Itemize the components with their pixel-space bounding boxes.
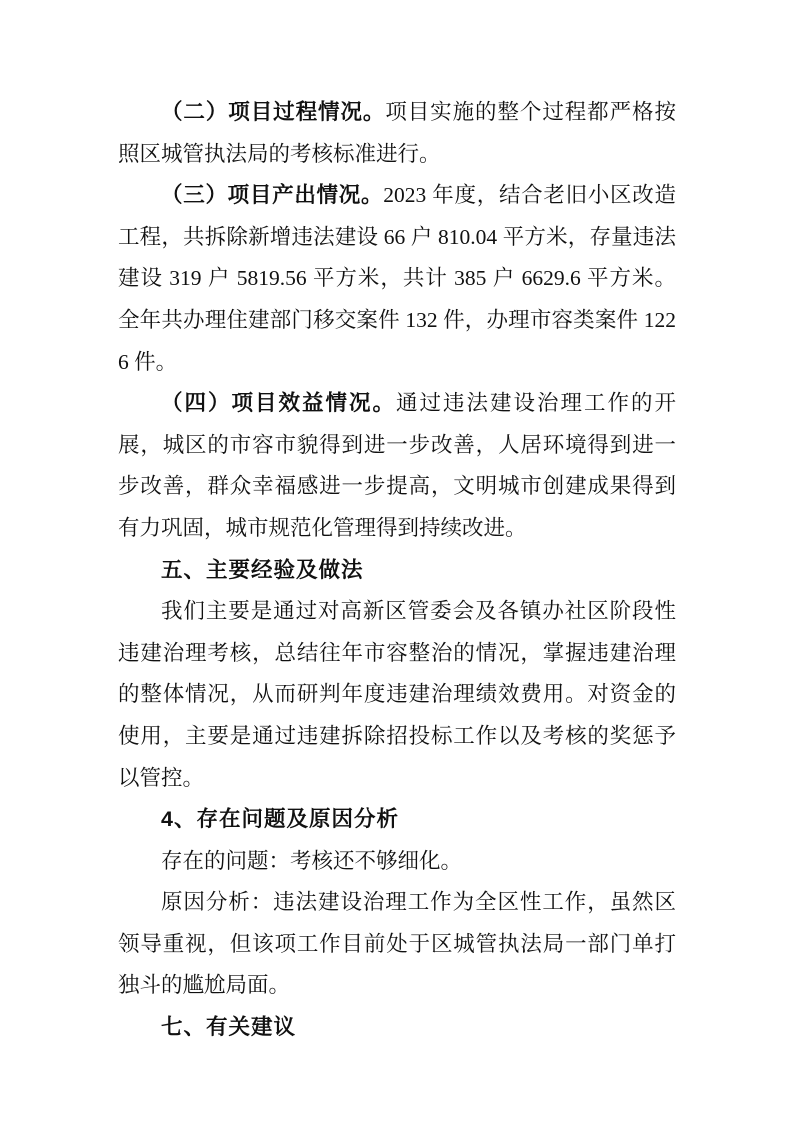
paragraph-project-output xyxy=(118,175,676,383)
paragraph-text: 通过违法建设治理工作的开展，城区的市容市貌得到进一步改善，人居环境得到进一步改善，群众幸福感进一步提高，文明城市创建成果得到有力巩固，城市规范化管理得到持续改进。 xyxy=(118,391,676,540)
paragraph-cause-analysis xyxy=(118,882,676,1007)
paragraph-text: 项目实施的整个过程都严格按照区城管执法局的考核标准进行。 xyxy=(118,100,676,166)
paragraph-text: 原因分析：违法建设治理工作为全区性工作，虽然区领导重视，但该项工作目前处于区城管执法局一部门单打独斗的尴尬局面。 xyxy=(118,890,676,998)
paragraph-text: 存在的问题：考核还不够细化。 xyxy=(161,848,463,873)
section-heading-suggestions: 七、有关建议 xyxy=(161,1015,297,1040)
section-heading-problems: 4、存在问题及原因分析 xyxy=(161,807,399,832)
section-heading-experience: 五、主要经验及做法 xyxy=(161,557,364,582)
paragraph-text: 我们主要是通过对高新区管委会及各镇办社区阶段性违建治理考核，总结往年市容整治的情况，掌握违建治理的整体情况，从而研判年度违建治理绩效费用。对资金的使用，主要是通过违建拆除招投标工作以及考核的奖惩予以管控。 xyxy=(118,599,676,790)
paragraph-experience-detail xyxy=(118,591,676,799)
paragraph-lead: （四）项目效益情况。 xyxy=(161,391,396,416)
paragraph-project-benefit xyxy=(118,383,676,549)
paragraph-text: 2023 年度，结合老旧小区改造工程，共拆除新增违法建设 66 户 810.04 平方米，存量违法建设 319 户 5819.56 平方米，共计 385 户 6629.6 平方米。全年共办理住建部门移交案件 132 件，办理市容类案件 1226 件。 xyxy=(118,183,676,374)
document-body xyxy=(118,92,676,1049)
paragraph-lead: （二）项目过程情况。 xyxy=(161,100,386,124)
paragraph-project-process xyxy=(118,92,676,175)
paragraph-problems xyxy=(118,841,676,883)
paragraph-lead: （三）项目产出情况。 xyxy=(161,183,384,208)
